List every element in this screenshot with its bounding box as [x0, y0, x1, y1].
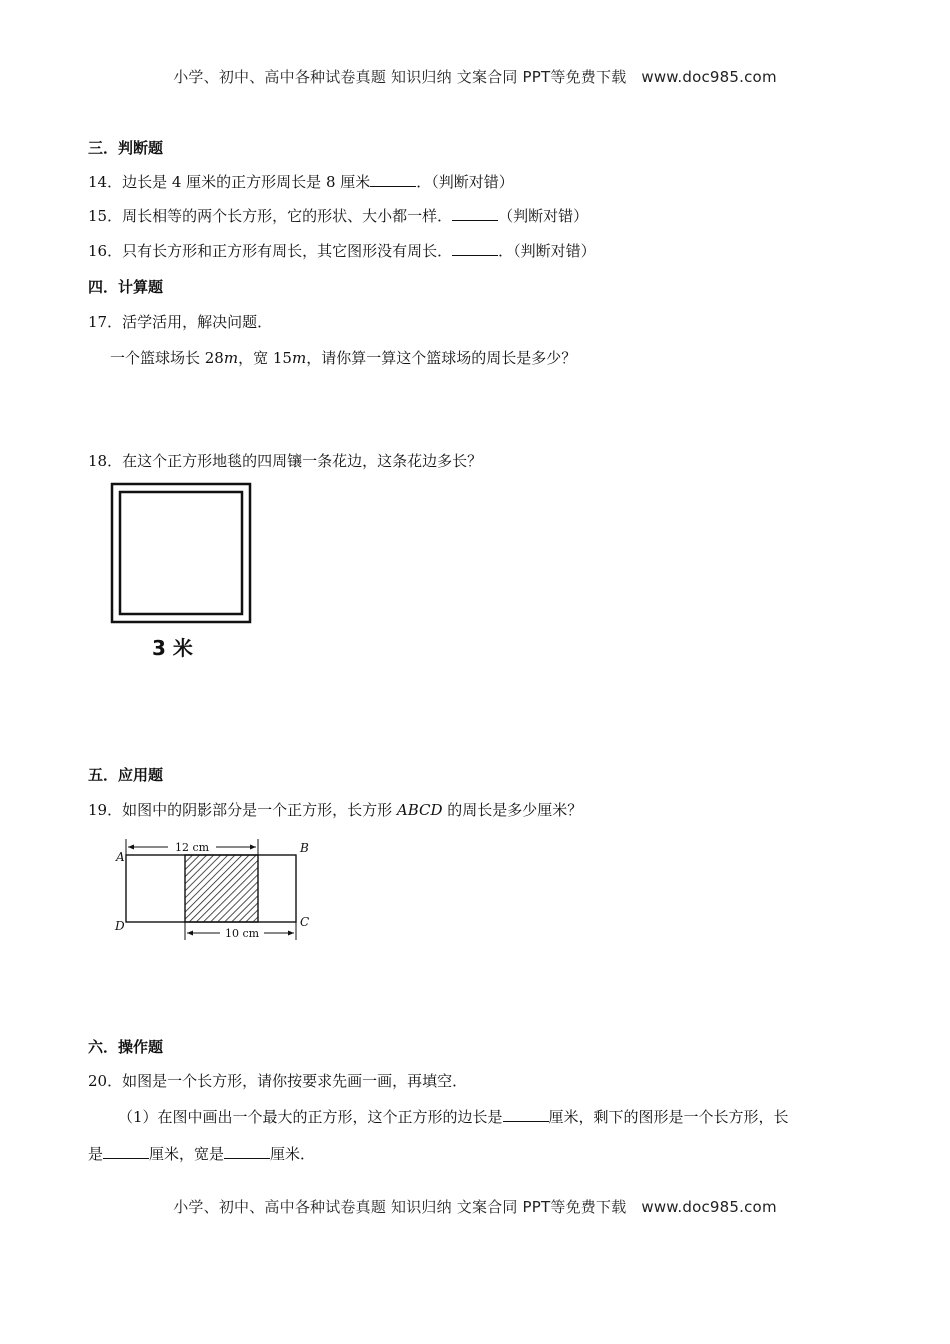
question-20-part-1-cont [88, 1144, 315, 1164]
answer-blank[interactable] [503, 1107, 549, 1122]
section-heading-judgment: 三．判断题 [88, 139, 164, 157]
question-text: 边长是 4 厘米的正方形周长是 8 厘米 [122, 173, 371, 191]
question-suffix: （判断对错） [498, 207, 589, 225]
question-15 [88, 206, 588, 226]
rect-label-abcd: ABCD [396, 801, 443, 819]
question-number: 15． [88, 207, 123, 225]
unit-m: m [291, 349, 307, 367]
question-number: 20． [88, 1072, 123, 1090]
header-banner [0, 66, 950, 87]
answer-blank[interactable] [224, 1144, 270, 1159]
question-number: 14． [88, 173, 123, 191]
answer-blank[interactable] [452, 206, 498, 221]
question-16 [88, 241, 596, 261]
detail-text: ，请你算一算这个篮球场的周长是多少？ [306, 349, 577, 367]
question-suffix: ．（判断对错） [498, 242, 596, 260]
corner-label-d: D [115, 919, 125, 933]
question-number: 16． [88, 242, 123, 260]
question-number: 17． [88, 313, 123, 331]
header-banner-url[interactable]: www.doc985.com [641, 68, 777, 86]
question-17-detail [110, 348, 576, 368]
arrow-head [187, 931, 193, 936]
question-text: 只有长方形和正方形有周长，其它图形没有周长． [122, 242, 453, 260]
detail-text: 一个篮球场长 28 [110, 349, 224, 367]
part-text: 是 [88, 1145, 104, 1163]
carpet-figure [110, 482, 260, 662]
question-suffix: ．（判断对错） [416, 173, 514, 191]
header-banner-text: 小学、初中、高中各种试卷真题 知识归纳 文案合同 PPT等免费下载 [173, 68, 627, 86]
carpet-side-label: 3 米 [152, 636, 193, 660]
unit-m: m [223, 349, 239, 367]
corner-label-b: B [300, 841, 309, 855]
shaded-square [185, 855, 258, 922]
footer-banner-text: 小学、初中、高中各种试卷真题 知识归纳 文案合同 PPT等免费下载 [173, 1198, 627, 1216]
part-text: 厘米，宽是 [149, 1145, 225, 1163]
question-14 [88, 172, 514, 192]
question-18 [88, 451, 482, 471]
answer-blank[interactable] [452, 241, 498, 256]
question-number: 18． [88, 452, 123, 470]
question-19 [88, 800, 582, 820]
section-heading-operation: 六．操作题 [88, 1038, 164, 1056]
question-text: 如图中的阴影部分是一个正方形，长方形 [122, 801, 397, 819]
corner-label-a: A [116, 850, 125, 864]
question-text: 在这个正方形地毯的四周镶一条花边，这条花边多长？ [122, 452, 483, 470]
question-text: 活学活用，解决问题． [122, 313, 273, 331]
top-dimension-label: 12 cm [174, 841, 210, 854]
question-text: 如图是一个长方形，请你按要求先画一画，再填空． [122, 1072, 468, 1090]
question-text: 周长相等的两个长方形，它的形状、大小都一样． [122, 207, 453, 225]
part-text: 厘米，剩下的图形是一个长方形，长 [548, 1108, 789, 1126]
answer-blank[interactable] [103, 1144, 149, 1159]
arrow-head [250, 845, 256, 850]
bottom-dimension-label: 10 cm [224, 927, 260, 940]
corner-label-c: C [300, 915, 310, 929]
question-text: 的周长是多少厘米？ [442, 801, 583, 819]
section-heading-application: 五．应用题 [88, 766, 164, 784]
part-text: （1）在图中画出一个最大的正方形，这个正方形的边长是 [118, 1108, 503, 1126]
carpet-outer-border [112, 484, 250, 622]
section-heading-calculation: 四．计算题 [88, 278, 164, 296]
part-text: 厘米． [270, 1145, 316, 1163]
question-20 [88, 1071, 467, 1091]
detail-text: ，宽 15 [238, 349, 292, 367]
question-20-part-1 [118, 1107, 789, 1127]
footer-banner [0, 1196, 950, 1217]
rectangle-abcd-figure [112, 836, 312, 946]
arrow-head [128, 845, 134, 850]
answer-blank[interactable] [370, 172, 416, 187]
question-17 [88, 312, 272, 332]
carpet-inner-border [120, 492, 242, 614]
arrow-head [288, 931, 294, 936]
question-number: 19． [88, 801, 123, 819]
footer-banner-url[interactable]: www.doc985.com [641, 1198, 777, 1216]
